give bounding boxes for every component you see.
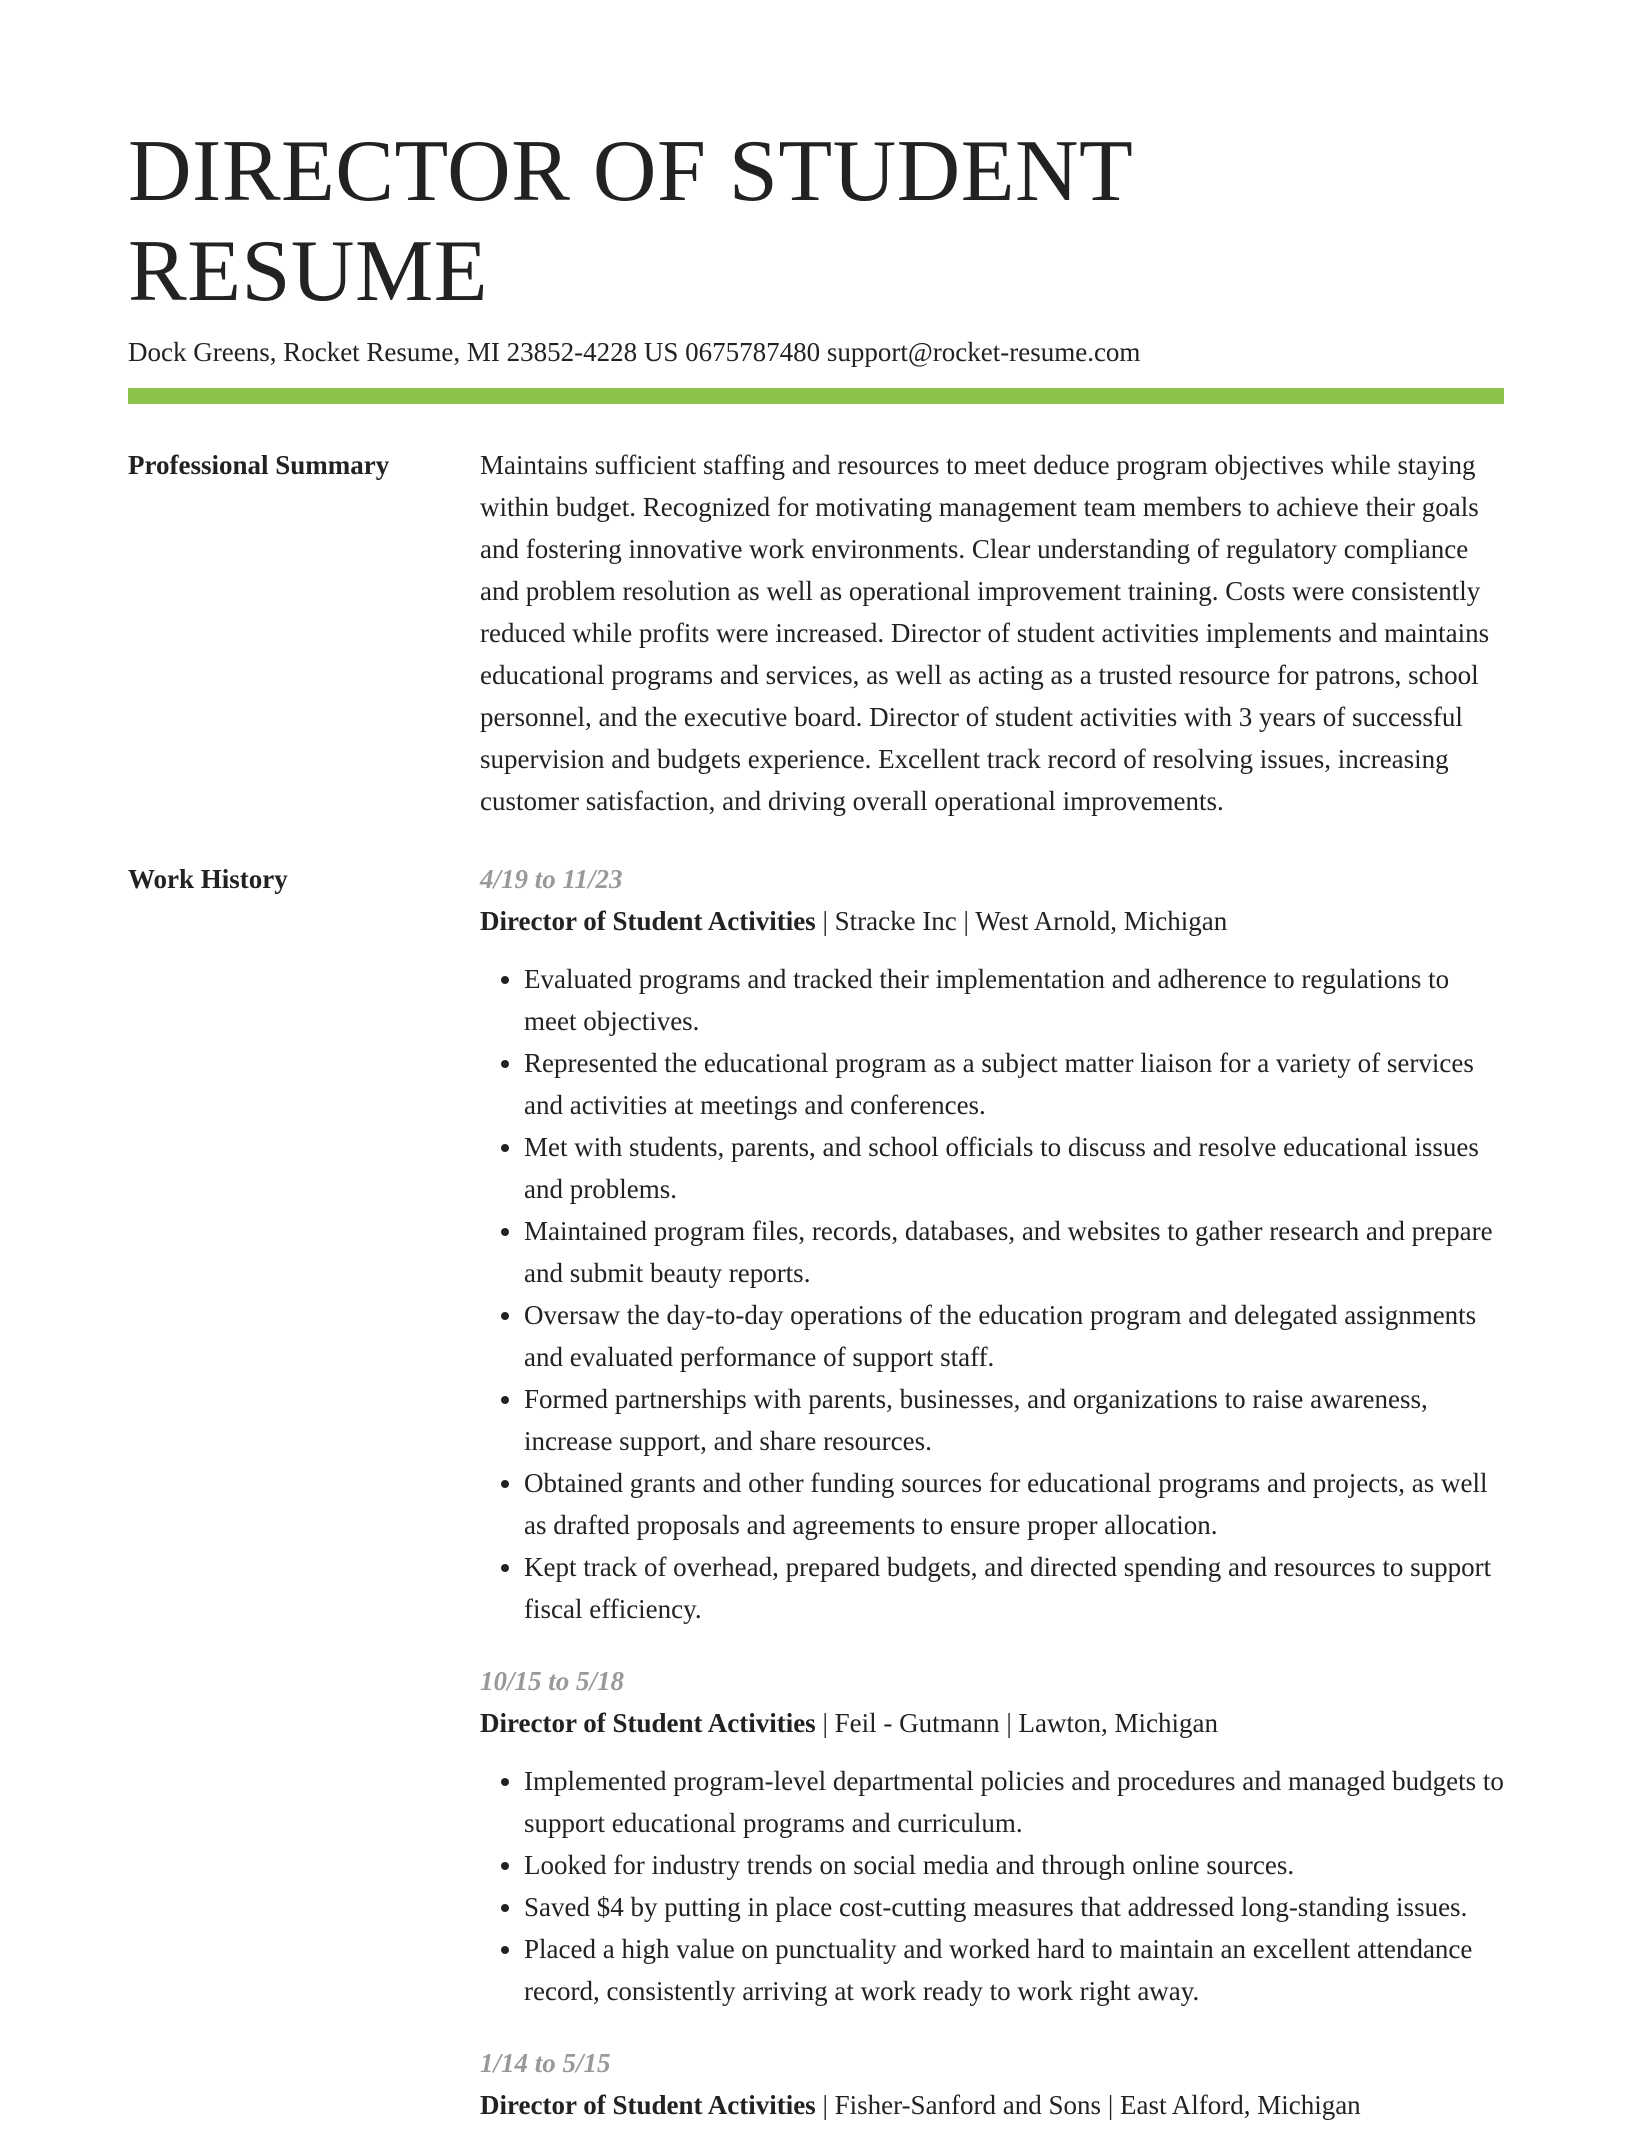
separator: | [956,906,976,936]
job-bullet: • Implemented program-level departmental policies and procedures and managed budgets to support educational programs and curriculum. [524,1760,1504,1844]
job-bullet: • Obtained grants and other funding sources for educational programs and projects, as well as drafted proposals and agreements to ensure proper allocation. [524,1462,1504,1546]
job-entry [480,2042,1504,2126]
header-divider [128,388,1504,404]
job-heading [480,1702,1504,1744]
job-dates: 4/19 to 11/23 [480,864,623,894]
job-bullet: • Kept track of overhead, prepared budgets, and directed spending and resources to support fiscal efficiency. [524,1546,1504,1630]
job-dates: 1/14 to 5/15 [480,2048,611,2078]
separator: | [815,906,835,936]
work-history-section [128,858,1504,2156]
job-dates: 10/15 to 5/18 [480,1666,625,1696]
job-bullet: • Evaluated programs and tracked their implementation and adherence to regulations to meet objectives. [524,958,1504,1042]
section-label-summary: Professional Summary [128,450,390,480]
job-title: Director of Student Activities [480,906,816,936]
job-entry [480,858,1504,1630]
job-heading [480,2084,1504,2126]
separator: | [1101,2090,1120,2120]
separator: | [815,2090,835,2120]
job-title: Director of Student Activities [480,2090,816,2120]
summary-body [480,444,1504,822]
separator: | [999,1708,1019,1738]
job-company: Fisher-Sanford and Sons [834,2090,1102,2120]
job-bullet-list [480,1760,1504,2012]
resume-title: DIRECTOR OF STUDENT RESUME [128,123,1132,320]
job-bullet: • Oversaw the day-to-day operations of the education program and delegated assignments and evaluated performance of support staff. [524,1294,1504,1378]
section-label-work-history: Work History [128,864,288,894]
job-company: Feil - Gutmann [834,1708,1000,1738]
job-bullet-list [480,958,1504,1630]
job-bullet: • Looked for industry trends on social media and through online sources. [524,1844,1504,1886]
job-bullet: • Represented the educational program as a subject matter liaison for a variety of services and activities at meetings and conferences. [524,1042,1504,1126]
summary-section [128,444,1504,822]
job-company: Stracke Inc [834,906,957,936]
job-bullet: • Formed partnerships with parents, businesses, and organizations to raise awareness, increase support, and share resources. [524,1378,1504,1462]
job-bullet: • Saved $4 by putting in place cost-cutting measures that addressed long-standing issues. [524,1886,1504,1928]
job-bullet: • Met with students, parents, and school officials to discuss and resolve educational issues and problems. [524,1126,1504,1210]
job-location: Lawton, Michigan [1018,1708,1218,1738]
job-bullet: • Placed a high value on punctuality and worked hard to maintain an excellent attendance record, consistently arriving at work ready to work right away. [524,1928,1504,2012]
job-title: Director of Student Activities [480,1708,816,1738]
summary-text: Maintains sufficient staffing and resources to meet deduce program objectives while staying within budget. Recognized for motivating management team members to achieve their goals and fostering innovative work environments. Clear understanding of regulatory compliance and problem resolution as well as operational improvement training. Costs were consistently reduced while profits were increased. Director of student activities implements and maintains educational programs and services, as well as acting as a trusted resource for patrons, school personnel, and the executive board. Director of student activities with 3 years of successful supervision and budgets experience. Excellent track record of resolving issues, increasing customer satisfaction, and driving overall operational improvements. [480,450,1490,816]
job-location: East Alford, Michigan [1119,2090,1361,2120]
job-heading [480,900,1504,942]
job-entry [480,1660,1504,2012]
contact-line: Dock Greens, Rocket Resume, MI 23852-4228 US 0675787480 support@rocket-resume.com [128,337,1141,367]
work-history-body [480,858,1504,2156]
job-bullet: • Maintained program files, records, databases, and websites to gather research and prepare and submit beauty reports. [524,1210,1504,1294]
job-location: West Arnold, Michigan [975,906,1228,936]
separator: | [815,1708,835,1738]
